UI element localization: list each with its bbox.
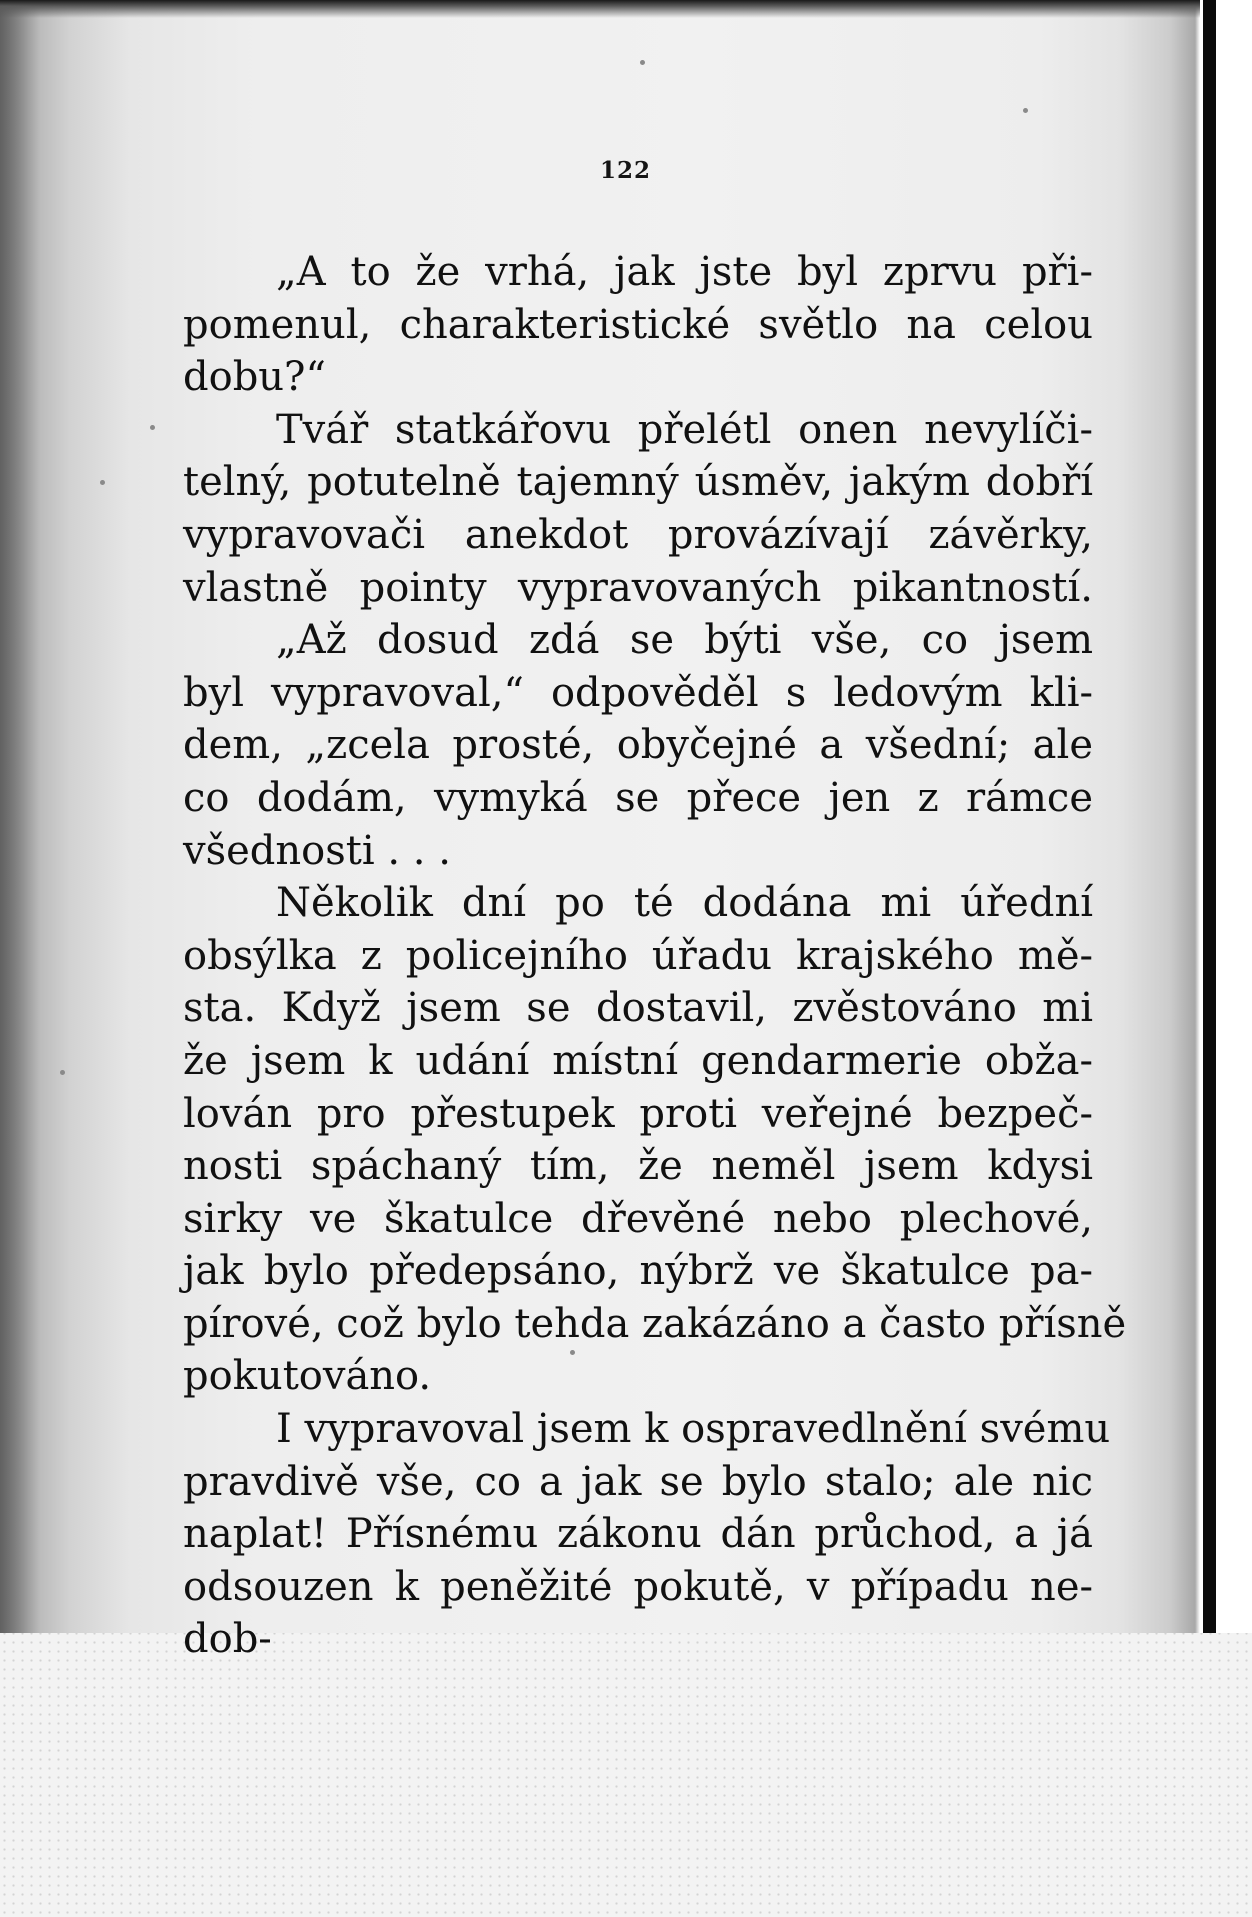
text-line: naplat! Přísnému zákonu dán průchod, a já — [183, 1511, 1093, 1558]
paper-speck — [640, 60, 645, 65]
text-line: pravdivě vše, co a jak se bylo stalo; ale nic — [183, 1458, 1093, 1505]
binding-shadow — [0, 0, 40, 1633]
page-number: 122 — [600, 157, 652, 184]
text-line: pomenul, charakteristické světlo na celou — [183, 301, 1093, 348]
text-line: co dodám, vymyká se přece jen z rámce — [183, 774, 1093, 821]
text-line: byl vypravoval,“ odpověděl s ledovým kli- — [183, 669, 1093, 716]
text-line: telný, potutelně tajemný úsměv, jakým dobří — [183, 459, 1093, 506]
paper-speck — [150, 425, 155, 430]
text-line: pírové, což bylo tehda zakázáno a často přísně — [183, 1300, 1127, 1347]
text-line: „Až dosud zdá se býti vše, co jsem — [276, 617, 1093, 664]
paper-speck — [100, 480, 105, 485]
text-line: že jsem k udání místní gendarmerie obža- — [183, 1037, 1093, 1084]
paper-speck — [60, 1070, 65, 1075]
text-line: Tvář statkářovu přelétl onen nevylíči- — [276, 406, 1093, 453]
text-line: obsýlka z policejního úřadu krajského mě- — [183, 932, 1093, 979]
text-line-cut-off: dob- — [183, 1616, 272, 1663]
top-edge-shadow — [0, 0, 1200, 18]
text-line: vypravovači anekdot provázívají závěrky, — [183, 511, 1093, 558]
page-edge-line — [1203, 0, 1216, 1633]
text-line: sta. Když jsem se dostavil, zvěstováno mi — [183, 985, 1093, 1032]
text-line: I vypravoval jsem k ospravedlnění svému — [276, 1406, 1111, 1453]
text-line: pokutováno. — [183, 1353, 432, 1400]
text-line: dem, „zcela prosté, obyčejné a všední; ale — [183, 722, 1093, 769]
text-line: odsouzen k peněžité pokutě, v případu ne- — [183, 1563, 1093, 1610]
text-line: sirky ve škatulce dřevěné nebo plechové, — [183, 1195, 1093, 1242]
text-line: vlastně pointy vypravovaných pikantností. — [183, 564, 1093, 611]
text-line: „A to že vrhá, jak jste byl zprvu při- — [276, 249, 1093, 295]
text-line: všednosti . . . — [183, 827, 451, 874]
text-line: dobu?“ — [183, 354, 326, 401]
paper-speck — [1023, 108, 1028, 113]
text-line: Několik dní po té dodána mi úřední — [276, 880, 1093, 927]
text-line: nosti spáchaný tím, že neměl jsem kdysi — [183, 1143, 1093, 1190]
text-line: jak bylo předepsáno, nýbrž ve škatulce pa- — [183, 1248, 1093, 1295]
body-text — [183, 246, 1127, 1663]
text-line: lován pro přestupek proti veřejné bezpeč- — [183, 1090, 1093, 1137]
